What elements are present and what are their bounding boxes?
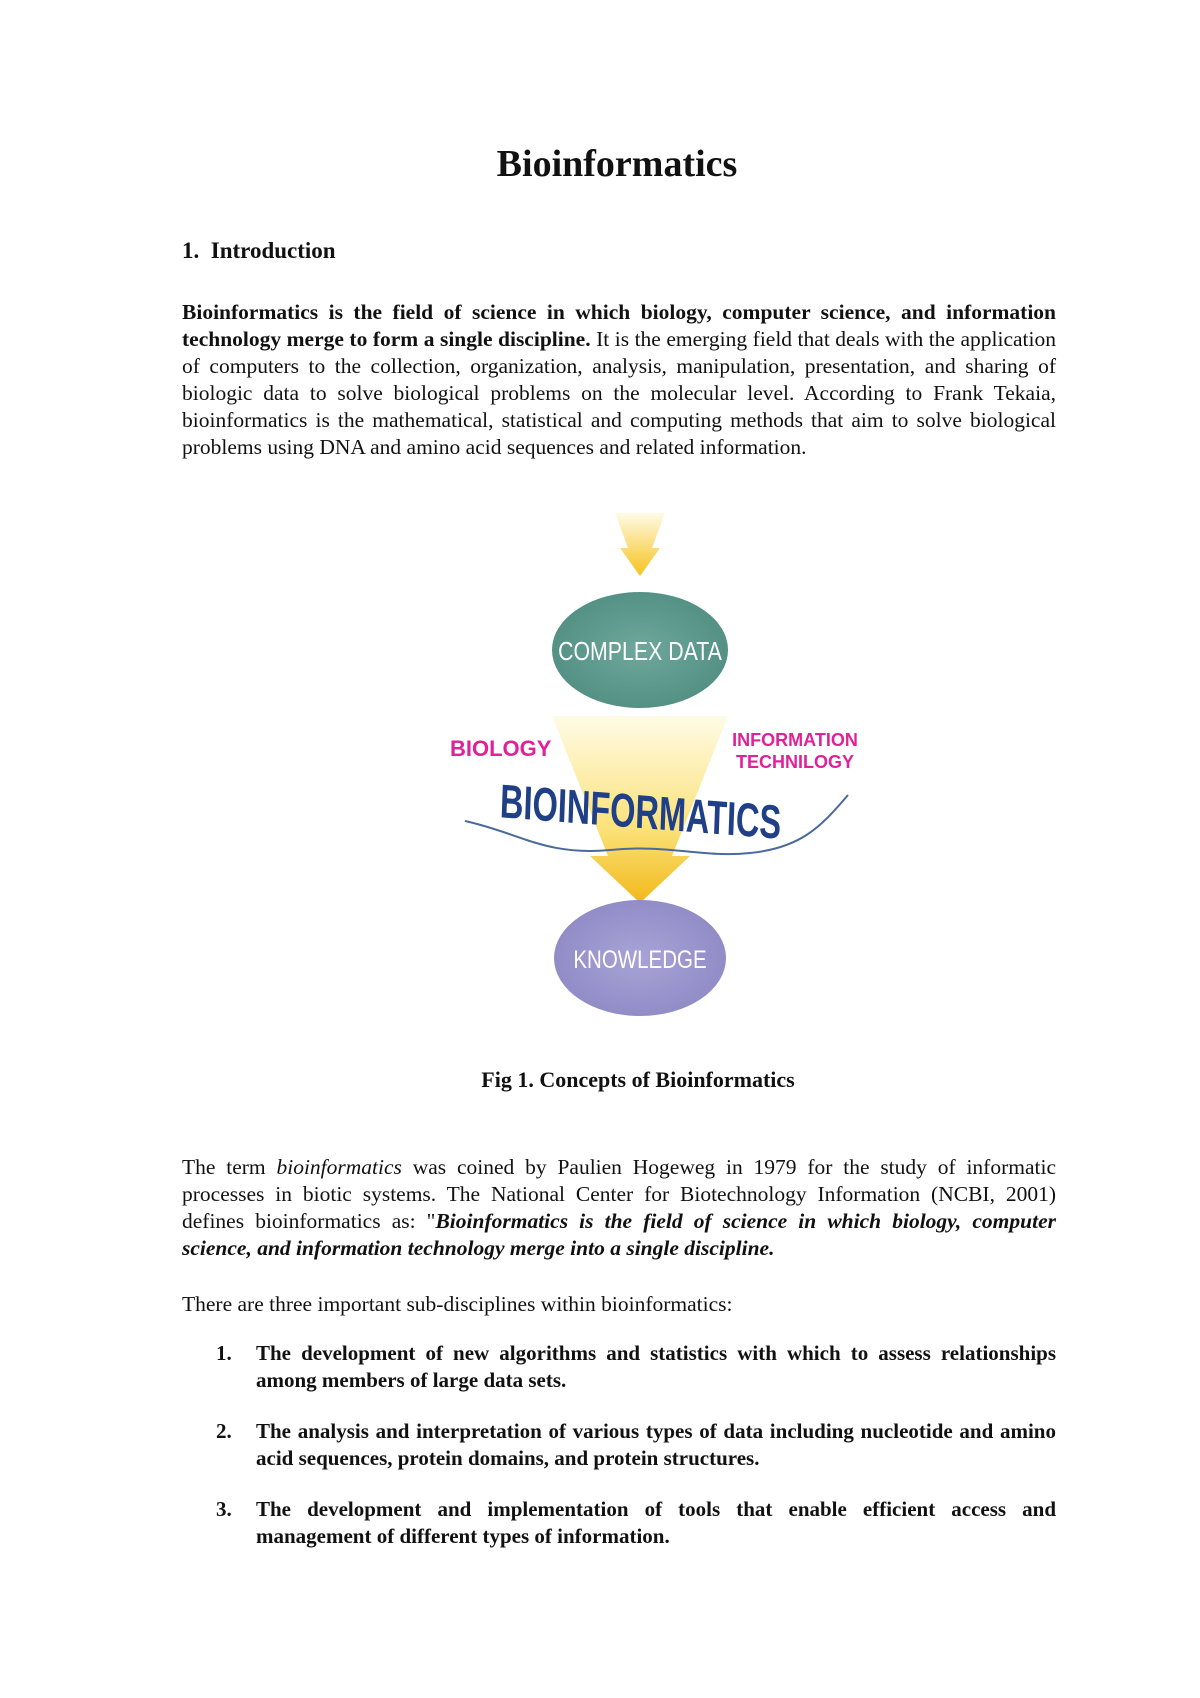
biology-label: BIOLOGY bbox=[450, 736, 552, 761]
section-title: Introduction bbox=[210, 238, 336, 263]
figure-caption: Fig 1. Concepts of Bioinformatics bbox=[481, 1067, 795, 1092]
term-italic: bioinformatics bbox=[276, 1155, 402, 1179]
subdisciplines-list bbox=[182, 1340, 1056, 1574]
it-label-line1: INFORMATION bbox=[732, 730, 858, 750]
section-heading bbox=[182, 238, 336, 264]
bioinformatics-concept-figure bbox=[450, 508, 870, 1023]
knowledge-label: KNOWLEDGE bbox=[573, 945, 707, 974]
intro-paragraph bbox=[182, 299, 1056, 461]
document-title: Bioinformatics bbox=[496, 143, 738, 185]
list-item-text: The development of new algorithms and statistics with which to assess relationships among members of large data sets. bbox=[256, 1341, 1056, 1392]
subdisciplines-intro: There are three important sub-disciplines within bioinformatics: bbox=[182, 1292, 733, 1316]
list-item-number: 3. bbox=[216, 1497, 232, 1521]
list-item bbox=[182, 1496, 1056, 1550]
section-number: 1. bbox=[182, 238, 200, 263]
complex-data-label: COMPLEX DATA bbox=[558, 637, 722, 667]
bioinformatics-wordmark: BIOINFORMATICS bbox=[499, 774, 783, 850]
list-item-number: 1. bbox=[216, 1341, 232, 1365]
term-paragraph bbox=[182, 1154, 1056, 1262]
list-item-text: The development and implementation of tools that enable efficient access and management of different types of information. bbox=[256, 1497, 1056, 1548]
list-item bbox=[182, 1418, 1056, 1472]
term-part1: The term bbox=[182, 1155, 277, 1179]
list-item-text: The analysis and interpretation of various types of data including nucleotide and amino acid sequences, protein domains, and protein structures. bbox=[256, 1419, 1056, 1470]
top-arrow bbox=[615, 513, 665, 576]
it-label-line2: TECHNILOGY bbox=[735, 752, 855, 772]
term-part2: was coined by Paulien Hogeweg in 1979 for the study of informatic processes in biotic systems. The National Center for Biotechnology Information (NCBI, 2001) defines bioinformatics as: " bbox=[182, 1155, 1057, 1233]
ncbi-definition-quote: Bioinformatics is the field of science in which biology, computer science, and information technology merge into a single discipline. bbox=[182, 1209, 1056, 1260]
intro-bold-lead: Bioinformatics is the field of science in which biology, computer science, and information technology merge to form a single discipline. bbox=[182, 300, 1056, 351]
intro-body: It is the emerging field that deals with the application of computers to the collection, organization, analysis, manipulation, presentation, and sharing of biologic data to solve biological problems on the molecular level. According to Frank Tekaia, bioinformatics is the mathematical, statistical and computing methods that aim to solve biological problems using DNA and amino acid sequences and related information. bbox=[182, 327, 1056, 459]
list-item bbox=[182, 1340, 1056, 1394]
list-item-number: 2. bbox=[216, 1419, 232, 1443]
